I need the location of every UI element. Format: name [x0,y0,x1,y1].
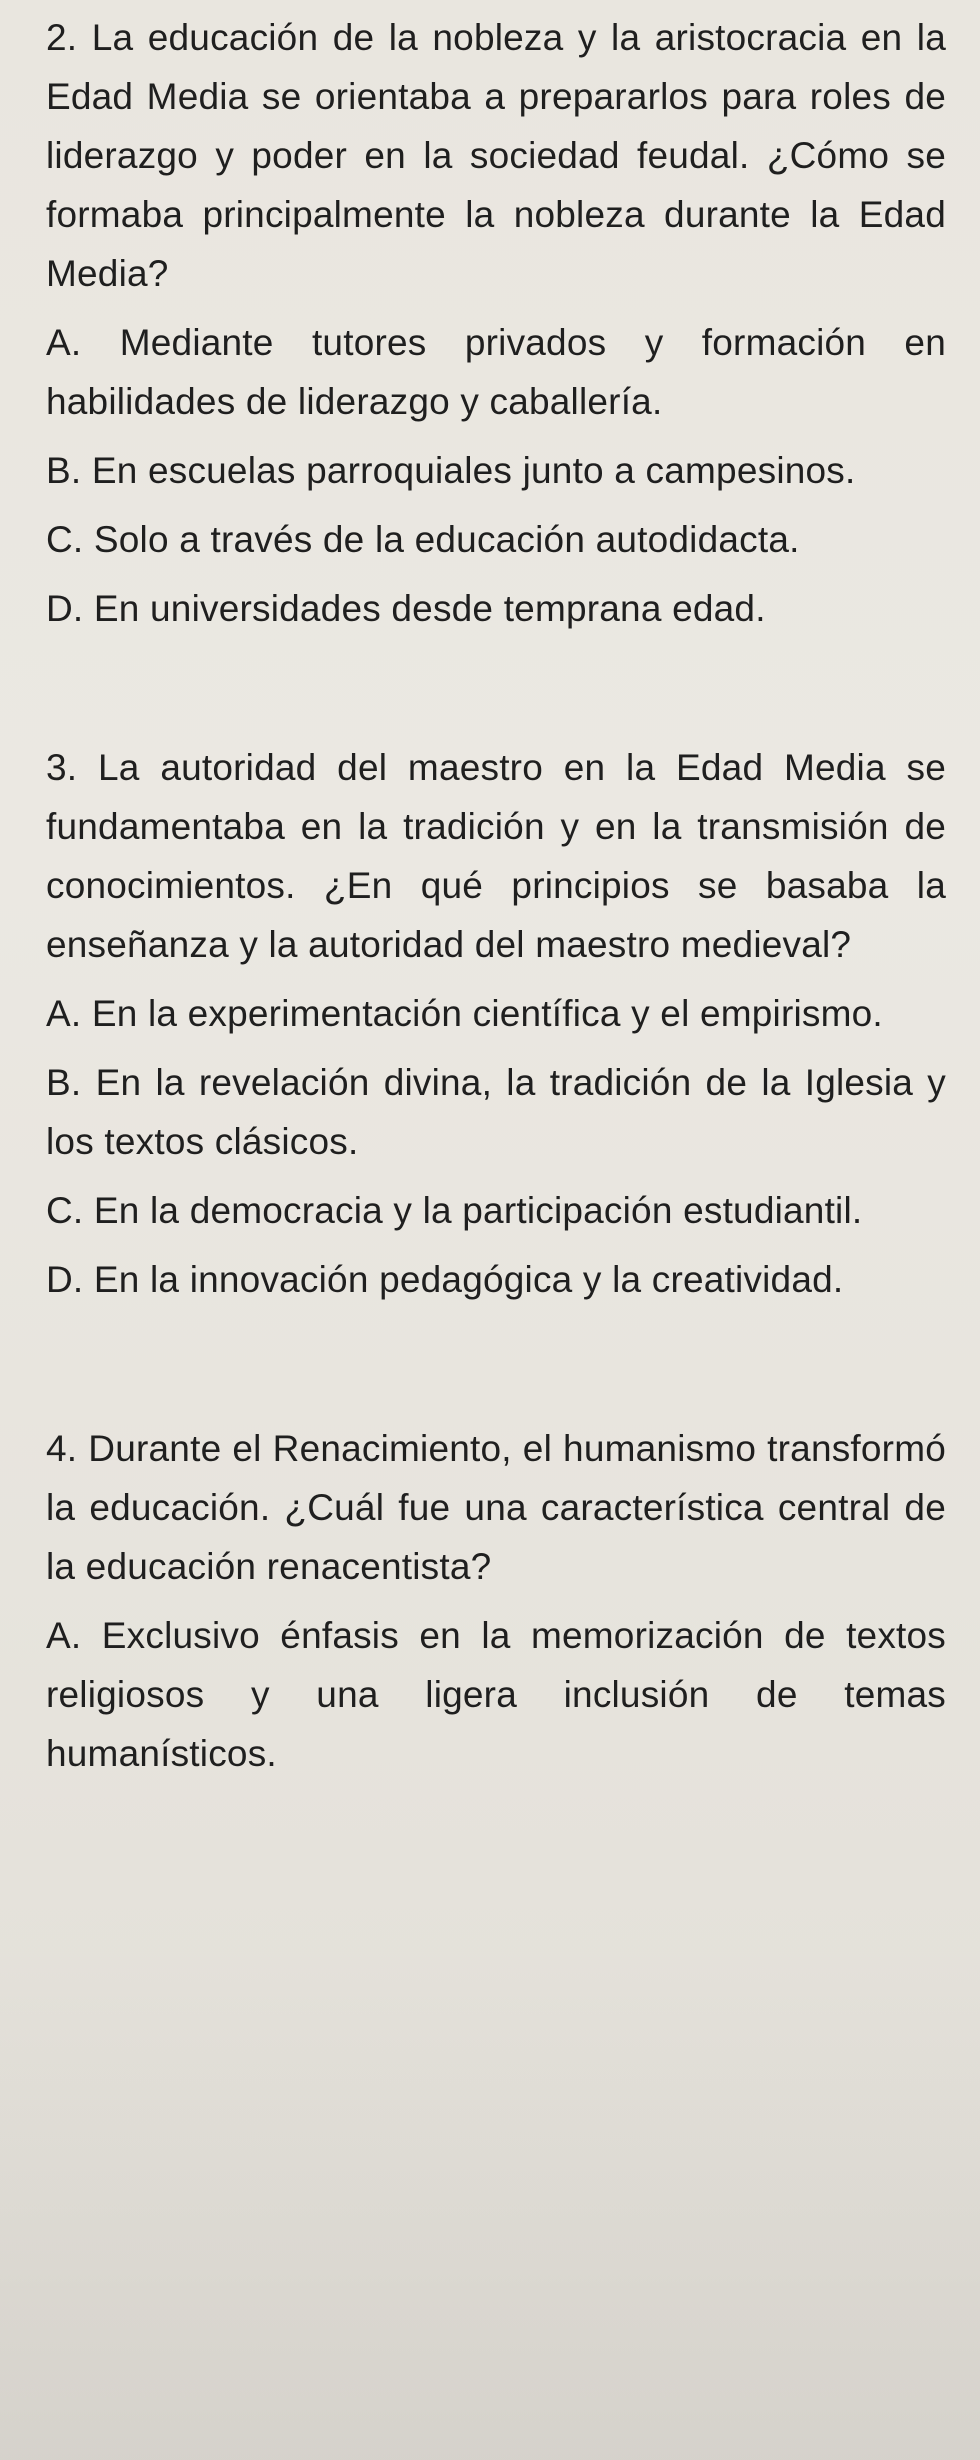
option-b: B. En escuelas parroquiales junto a campesinos. [46,450,856,491]
option-b: B. En la revelación divina, la tradición de la Iglesia y los textos clásicos. [46,1062,946,1162]
option-d: D. En la innovación pedagógica y la creatividad. [46,1259,844,1300]
option-c: C. Solo a través de la educación autodidacta. [46,519,800,560]
option-a: A. Exclusivo énfasis en la memorización de textos religiosos y una ligera inclusión de temas humanísticos. [46,1615,946,1774]
question-2 [46,8,946,638]
question-text: 2. La educación de la nobleza y la aristocracia en la Edad Media se orientaba a prepararlos para roles de liderazgo y poder en la sociedad feudal. ¿Cómo se formaba principalmente la nobleza durante la Edad Media? [46,17,946,294]
question-3 [46,738,946,1309]
question-text: 4. Durante el Renacimiento, el humanismo transformó la educación. ¿Cuál fue una característica central de la educación renacentista? [46,1428,946,1587]
option-d: D. En universidades desde temprana edad. [46,588,766,629]
worksheet-page [46,8,946,1783]
question-text: 3. La autoridad del maestro en la Edad Media se fundamentaba en la tradición y en la transmisión de conocimientos. ¿En qué principios se basaba la enseñanza y la autoridad del maestro medieval? [46,747,946,965]
question-4 [46,1419,946,1783]
page-shadow [0,1940,980,2460]
option-a: A. En la experimentación científica y el empirismo. [46,993,883,1034]
option-c: C. En la democracia y la participación estudiantil. [46,1190,863,1231]
option-a: A. Mediante tutores privados y formación en habilidades de liderazgo y caballería. [46,322,946,422]
